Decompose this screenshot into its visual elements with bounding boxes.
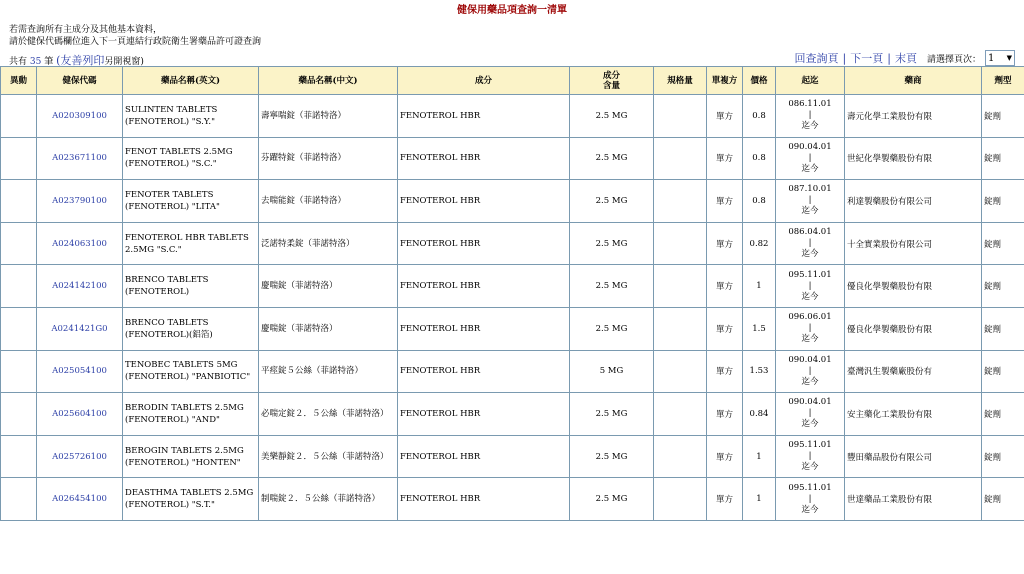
cell-period — [776, 95, 845, 138]
cell-period — [776, 435, 845, 478]
cell-spec — [654, 265, 707, 308]
cell-content: 2.5 MG — [570, 222, 654, 265]
cell-change — [1, 435, 37, 478]
cell-price: 1 — [743, 435, 776, 478]
cell-name-zh: 制喘錠２．５公絲（菲諾特洛） — [259, 478, 398, 521]
col-header-spec: 規格量 — [654, 67, 707, 95]
cell-name-zh: 芬躍特錠（菲諾特洛） — [259, 137, 398, 180]
cell-code[interactable]: A0241421G0 — [37, 307, 123, 350]
cell-code[interactable]: A026454100 — [37, 478, 123, 521]
cell-price: 0.84 — [743, 393, 776, 436]
cell-period — [776, 350, 845, 393]
cell-name-en: SULINTEN TABLETS (FENOTEROL) "S.Y." — [123, 95, 259, 138]
cell-price: 0.8 — [743, 180, 776, 223]
cell-spec — [654, 95, 707, 138]
cell-period — [776, 265, 845, 308]
count-suffix: 筆 — [44, 57, 54, 67]
cell-name-en: FENOT TABLETS 2.5MG (FENOTEROL) "S.C." — [123, 137, 259, 180]
cell-content: 2.5 MG — [570, 265, 654, 308]
period-end: 迄今 — [801, 163, 819, 174]
page-select-value: 1 — [988, 52, 995, 64]
cell-ingredient: FENOTEROL HBR — [398, 265, 570, 308]
cell-ingredient: FENOTEROL HBR — [398, 478, 570, 521]
cell-maker: 臺灣汎生製藥廠股份有 — [845, 350, 982, 393]
cell-spec — [654, 435, 707, 478]
cell-change — [1, 307, 37, 350]
col-header-code: 健保代碼 — [37, 67, 123, 95]
cell-maker: 壽元化學工業股份有限 — [845, 95, 982, 138]
cell-name-en: FENOTEROL HBR TABLETS 2.5MG "S.C." — [123, 222, 259, 265]
cell-type: 單方 — [707, 265, 743, 308]
period-start: 086.11.01 — [788, 99, 832, 110]
cell-code[interactable]: A020309100 — [37, 95, 123, 138]
col-header-name-en: 藥品名稱(英文) — [123, 67, 259, 95]
cell-type: 單方 — [707, 393, 743, 436]
cell-spec — [654, 222, 707, 265]
period-start: 090.04.01 — [788, 354, 832, 365]
cell-name-zh: 必喘定錠２．５公絲（菲諾特洛） — [259, 393, 398, 436]
note-line: 若需查詢所有主成分及其他基本資料， — [9, 25, 163, 35]
cell-name-en: BERODIN TABLETS 2.5MG (FENOTEROL) "AND" — [123, 393, 259, 436]
cell-price: 1.5 — [743, 307, 776, 350]
period-start: 086.04.01 — [788, 227, 832, 238]
period-dash: | — [808, 110, 812, 121]
cell-spec — [654, 393, 707, 436]
cell-type: 單方 — [707, 222, 743, 265]
cell-type: 單方 — [707, 435, 743, 478]
next-page-link[interactable]: 下一頁 — [850, 52, 884, 65]
cell-form: 錠劑 — [982, 95, 1024, 138]
cell-ingredient: FENOTEROL HBR — [398, 307, 570, 350]
cell-form: 錠劑 — [982, 350, 1024, 393]
page-select[interactable] — [985, 50, 1015, 66]
cell-ingredient: FENOTEROL HBR — [398, 435, 570, 478]
cell-price: 0.8 — [743, 95, 776, 138]
cell-price: 1 — [743, 478, 776, 521]
period-end: 迄今 — [801, 121, 819, 132]
count-prefix: 共有 — [9, 57, 28, 67]
cell-content: 2.5 MG — [570, 435, 654, 478]
cell-change — [1, 393, 37, 436]
cell-name-en: DEASTHMA TABLETS 2.5MG (FENOTEROL) "S.T." — [123, 478, 259, 521]
cell-change — [1, 478, 37, 521]
col-header-type: 單複方 — [707, 67, 743, 95]
cell-form: 錠劑 — [982, 435, 1024, 478]
cell-code[interactable]: A025726100 — [37, 435, 123, 478]
cell-spec — [654, 478, 707, 521]
cell-content: 2.5 MG — [570, 180, 654, 223]
cell-name-en: FENOTER TABLETS (FENOTEROL) "LITA" — [123, 180, 259, 223]
cell-ingredient: FENOTEROL HBR — [398, 95, 570, 138]
cell-name-zh: 壽寧喘錠（菲諾特洛） — [259, 95, 398, 138]
period-dash: | — [808, 493, 812, 504]
period-start: 090.04.01 — [788, 141, 832, 152]
table-row — [1, 222, 1024, 265]
cell-maker: 安主藥化工業股份有限 — [845, 393, 982, 436]
table-row — [1, 307, 1024, 350]
cell-name-en: BEROGIN TABLETS 2.5MG (FENOTEROL) "HONTEN" — [123, 435, 259, 478]
period-end: 迄今 — [801, 504, 819, 515]
table-row — [1, 435, 1024, 478]
page-title: 健保用藥品項查詢一清單 — [457, 5, 567, 16]
cell-maker: 世達藥品工業股份有限 — [845, 478, 982, 521]
cell-content: 2.5 MG — [570, 307, 654, 350]
col-header-maker: 藥商 — [845, 67, 982, 95]
cell-code[interactable]: A025604100 — [37, 393, 123, 436]
cell-content: 5 MG — [570, 350, 654, 393]
col-header-change: 異動 — [1, 67, 37, 95]
table-row — [1, 137, 1024, 180]
table-row — [1, 350, 1024, 393]
cell-name-zh: 美樂靜錠２．５公絲（菲諾特洛） — [259, 435, 398, 478]
cell-name-en: TENOBEC TABLETS 5MG (FENOTEROL) "PANBIOTIC" — [123, 350, 259, 393]
cell-code[interactable]: A025054100 — [37, 350, 123, 393]
cell-change — [1, 222, 37, 265]
cell-form: 錠劑 — [982, 137, 1024, 180]
period-end: 迄今 — [801, 462, 819, 473]
period-dash: | — [808, 238, 812, 249]
chevron-down-icon: ▼ — [1006, 54, 1012, 62]
period-dash: | — [808, 152, 812, 163]
cell-spec — [654, 350, 707, 393]
table-row — [1, 265, 1024, 308]
period-start: 095.11.01 — [788, 440, 832, 451]
period-dash: | — [808, 280, 812, 291]
cell-period — [776, 137, 845, 180]
cell-change — [1, 137, 37, 180]
cell-name-en: BRENCO TABLETS (FENOTEROL)(鋁箔) — [123, 307, 259, 350]
period-start: 095.11.01 — [788, 269, 832, 280]
cell-ingredient: FENOTEROL HBR — [398, 350, 570, 393]
cell-content: 2.5 MG — [570, 95, 654, 138]
period-end: 迄今 — [801, 376, 819, 387]
cell-spec — [654, 137, 707, 180]
pagination — [795, 50, 1015, 66]
cell-code[interactable]: A023790100 — [37, 180, 123, 223]
cell-spec — [654, 180, 707, 223]
count-number: 35 — [29, 57, 42, 67]
cell-ingredient: FENOTEROL HBR — [398, 393, 570, 436]
cell-form: 錠劑 — [982, 265, 1024, 308]
nav-separator: | — [887, 51, 891, 65]
drug-table — [0, 66, 1024, 521]
cell-content: 2.5 MG — [570, 393, 654, 436]
cell-period — [776, 180, 845, 223]
table-row — [1, 478, 1024, 521]
cell-period — [776, 222, 845, 265]
cell-period — [776, 478, 845, 521]
period-end: 迄今 — [801, 249, 819, 260]
cell-maker: 優良化學製藥股份有限 — [845, 307, 982, 350]
cell-type: 單方 — [707, 350, 743, 393]
col-header-content — [570, 67, 654, 95]
cell-period — [776, 307, 845, 350]
cell-maker: 十全實業股份有限公司 — [845, 222, 982, 265]
cell-maker: 世紀化學製藥股份有限 — [845, 137, 982, 180]
cell-type: 單方 — [707, 307, 743, 350]
cell-type: 單方 — [707, 137, 743, 180]
cell-ingredient: FENOTEROL HBR — [398, 137, 570, 180]
cell-name-zh: 慶喘錠（菲諾特洛） — [259, 265, 398, 308]
cell-code[interactable]: A024063100 — [37, 222, 123, 265]
cell-name-zh: 去喘能錠（菲諾特洛） — [259, 180, 398, 223]
last-page-link[interactable]: 末頁 — [894, 52, 917, 65]
cell-form: 錠劑 — [982, 180, 1024, 223]
cell-price: 0.8 — [743, 137, 776, 180]
cell-name-zh: 泛諾特柔錠（菲諾特洛） — [259, 222, 398, 265]
col-header-name-zh: 藥品名稱(中文) — [259, 67, 398, 95]
header-line: 含量 — [602, 80, 620, 91]
cell-price: 1 — [743, 265, 776, 308]
header-line: 成分 — [602, 70, 620, 81]
cell-price: 0.82 — [743, 222, 776, 265]
cell-form: 錠劑 — [982, 393, 1024, 436]
cell-period — [776, 393, 845, 436]
period-dash: | — [808, 408, 812, 419]
friendly-print-note: 另開視窗) — [104, 57, 144, 67]
friendly-print-link[interactable]: (友善列印 — [56, 54, 105, 67]
period-dash: | — [808, 365, 812, 376]
period-start: 095.11.01 — [788, 482, 832, 493]
cell-name-zh: 慶喘錠（菲諾特洛） — [259, 307, 398, 350]
period-end: 迄今 — [801, 334, 819, 345]
cell-name-zh: 平痙錠５公絲（菲諾特洛） — [259, 350, 398, 393]
cell-code[interactable]: A024142100 — [37, 265, 123, 308]
cell-form: 錠劑 — [982, 307, 1024, 350]
cell-content: 2.5 MG — [570, 137, 654, 180]
cell-content: 2.5 MG — [570, 478, 654, 521]
cell-price: 1.53 — [743, 350, 776, 393]
cell-form: 錠劑 — [982, 478, 1024, 521]
cell-spec — [654, 307, 707, 350]
period-dash: | — [808, 451, 812, 462]
cell-type: 單方 — [707, 180, 743, 223]
table-row — [1, 180, 1024, 223]
cell-type: 單方 — [707, 478, 743, 521]
table-row — [1, 393, 1024, 436]
cell-ingredient: FENOTEROL HBR — [398, 222, 570, 265]
period-end: 迄今 — [801, 291, 819, 302]
period-end: 迄今 — [801, 206, 819, 217]
cell-form: 錠劑 — [982, 222, 1024, 265]
table-header-row — [1, 67, 1024, 95]
col-header-period: 起迄 — [776, 67, 845, 95]
col-header-price: 價格 — [743, 67, 776, 95]
period-dash: | — [808, 195, 812, 206]
page-select-label: 請選擇頁次： — [926, 54, 981, 65]
table-row — [1, 95, 1024, 138]
period-start: 087.10.01 — [788, 184, 832, 195]
note-line: 請於健保代碼欄位進入下一頁連結行政院衛生署藥品許可證查詢 — [9, 37, 262, 47]
cell-maker: 豐田藥品股份有限公司 — [845, 435, 982, 478]
cell-name-en: BRENCO TABLETS (FENOTEROL) — [123, 265, 259, 308]
period-start: 090.04.01 — [788, 397, 832, 408]
cell-maker: 優良化學製藥股份有限 — [845, 265, 982, 308]
nav-separator: | — [842, 51, 847, 65]
cell-code[interactable]: A023671100 — [37, 137, 123, 180]
cell-change — [1, 180, 37, 223]
back-to-query-link[interactable]: 回查詢頁 — [794, 52, 839, 65]
cell-change — [1, 350, 37, 393]
period-dash: | — [808, 323, 812, 334]
period-start: 096.06.01 — [788, 312, 832, 323]
cell-type: 單方 — [707, 95, 743, 138]
period-end: 迄今 — [801, 419, 819, 430]
cell-maker: 利達製藥股份有限公司 — [845, 180, 982, 223]
cell-ingredient: FENOTEROL HBR — [398, 180, 570, 223]
instructions — [9, 24, 261, 48]
col-header-ingredient: 成分 — [398, 67, 570, 95]
col-header-form: 劑型 — [982, 67, 1024, 95]
cell-change — [1, 95, 37, 138]
cell-change — [1, 265, 37, 308]
